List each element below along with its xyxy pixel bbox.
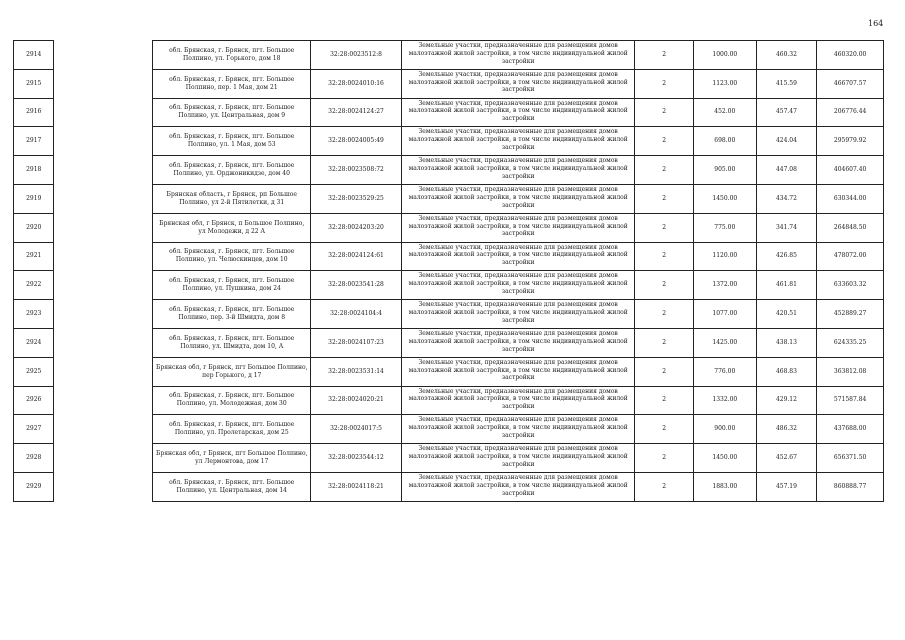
table-row	[14, 41, 884, 70]
group-cell: 2	[635, 41, 694, 70]
specific-value-cell: 461.81	[756, 271, 817, 300]
specific-value-cell: 429.12	[756, 386, 817, 415]
cadastral-number-cell: 32:28:0024104:4	[311, 300, 402, 329]
land-purpose-cell: Земельные участки, предназначенные для размещения домов малоэтажной жилой застройки, в том числе индивидуальной жилой застройки	[401, 184, 634, 213]
cadastral-number-cell: 32:28:0023544:12	[311, 444, 402, 473]
spacer-cell	[54, 271, 153, 300]
cadastral-number-cell: 32:28:0023531:14	[311, 357, 402, 386]
area-cell: 1332.00	[693, 386, 756, 415]
group-cell: 2	[635, 271, 694, 300]
row-number-cell: 2919	[14, 184, 54, 213]
cadastral-value-cell: 633603.32	[817, 271, 884, 300]
table-row	[14, 444, 884, 473]
land-purpose-cell: Земельные участки, предназначенные для размещения домов малоэтажной жилой застройки, в том числе индивидуальной жилой застройки	[401, 127, 634, 156]
specific-value-cell: 438.13	[756, 328, 817, 357]
land-purpose-cell: Земельные участки, предназначенные для размещения домов малоэтажной жилой застройки, в том числе индивидуальной жилой застройки	[401, 300, 634, 329]
area-cell: 776.00	[693, 357, 756, 386]
land-purpose-cell: Земельные участки, предназначенные для размещения домов малоэтажной жилой застройки, в том числе индивидуальной жилой застройки	[401, 98, 634, 127]
spacer-cell	[54, 242, 153, 271]
cadastral-number-cell: 32:28:0023512:8	[311, 41, 402, 70]
cadastral-value-cell: 571587.84	[817, 386, 884, 415]
cadastral-number-cell: 32:28:0023529:25	[311, 184, 402, 213]
address-cell: обл. Брянская, г. Брянск, пгт. Большое Полпино, ул. Пушкина, дом 24	[153, 271, 311, 300]
row-number-cell: 2915	[14, 69, 54, 98]
specific-value-cell: 426.85	[756, 242, 817, 271]
address-cell: обл. Брянская, г. Брянск, пгт. Большое Полпино, ул. Челюскинцев, дом 10	[153, 242, 311, 271]
spacer-cell	[54, 156, 153, 185]
table-row	[14, 328, 884, 357]
row-number-cell: 2916	[14, 98, 54, 127]
spacer-cell	[54, 444, 153, 473]
page-number: 164	[868, 19, 884, 28]
specific-value-cell: 486.32	[756, 415, 817, 444]
spacer-cell	[54, 300, 153, 329]
cadastral-value-cell: 437688.00	[817, 415, 884, 444]
cadastral-value-cell: 206776.44	[817, 98, 884, 127]
row-number-cell: 2925	[14, 357, 54, 386]
specific-value-cell: 447.08	[756, 156, 817, 185]
row-number-cell: 2918	[14, 156, 54, 185]
cadastral-value-cell: 452889.27	[817, 300, 884, 329]
specific-value-cell: 457.47	[756, 98, 817, 127]
area-cell: 775.00	[693, 213, 756, 242]
land-purpose-cell: Земельные участки, предназначенные для размещения домов малоэтажной жилой застройки, в том числе индивидуальной жилой застройки	[401, 213, 634, 242]
group-cell: 2	[635, 98, 694, 127]
spacer-cell	[54, 386, 153, 415]
row-number-cell: 2920	[14, 213, 54, 242]
land-purpose-cell: Земельные участки, предназначенные для размещения домов малоэтажной жилой застройки, в том числе индивидуальной жилой застройки	[401, 69, 634, 98]
table-row	[14, 271, 884, 300]
cadastral-number-cell: 32:28:0024118:21	[311, 472, 402, 501]
land-purpose-cell: Земельные участки, предназначенные для размещения домов малоэтажной жилой застройки, в том числе индивидуальной жилой застройки	[401, 328, 634, 357]
cadastral-number-cell: 32:28:0024124:27	[311, 98, 402, 127]
table-row	[14, 127, 884, 156]
spacer-cell	[54, 472, 153, 501]
cadastral-value-cell: 656371.50	[817, 444, 884, 473]
row-number-cell: 2924	[14, 328, 54, 357]
table-row	[14, 386, 884, 415]
cadastral-value-cell: 363812.08	[817, 357, 884, 386]
table-row	[14, 357, 884, 386]
land-purpose-cell: Земельные участки, предназначенные для размещения домов малоэтажной жилой застройки, в том числе индивидуальной жилой застройки	[401, 444, 634, 473]
area-cell: 1123.00	[693, 69, 756, 98]
specific-value-cell: 420.51	[756, 300, 817, 329]
group-cell: 2	[635, 242, 694, 271]
cadastral-number-cell: 32:28:0023508:72	[311, 156, 402, 185]
specific-value-cell: 457.19	[756, 472, 817, 501]
land-purpose-cell: Земельные участки, предназначенные для размещения домов малоэтажной жилой застройки, в том числе индивидуальной жилой застройки	[401, 472, 634, 501]
address-cell: обл. Брянская, г. Брянск, пгт. Большое Полпино, ул. 1 Мая, дом 53	[153, 127, 311, 156]
address-cell: Брянская область, г Брянск, рп Большое Полпино, ул 2-й Пятилетки, д 31	[153, 184, 311, 213]
area-cell: 1450.00	[693, 444, 756, 473]
specific-value-cell: 341.74	[756, 213, 817, 242]
address-cell: обл. Брянская, г. Брянск, пгт. Большое Полпино, пер. 1 Мая, дом 21	[153, 69, 311, 98]
cadastral-number-cell: 32:28:0023541:28	[311, 271, 402, 300]
address-cell: обл. Брянская, г. Брянск, пгт. Большое Полпино, ул. Шмидта, дом 10, А	[153, 328, 311, 357]
spacer-cell	[54, 127, 153, 156]
land-purpose-cell: Земельные участки, предназначенные для размещения домов малоэтажной жилой застройки, в том числе индивидуальной жилой застройки	[401, 357, 634, 386]
group-cell: 2	[635, 415, 694, 444]
table-row	[14, 415, 884, 444]
land-purpose-cell: Земельные участки, предназначенные для размещения домов малоэтажной жилой застройки, в том числе индивидуальной жилой застройки	[401, 415, 634, 444]
area-cell: 1120.00	[693, 242, 756, 271]
land-purpose-cell: Земельные участки, предназначенные для размещения домов малоэтажной жилой застройки, в том числе индивидуальной жилой застройки	[401, 242, 634, 271]
table-row	[14, 69, 884, 98]
row-number-cell: 2922	[14, 271, 54, 300]
row-number-cell: 2917	[14, 127, 54, 156]
address-cell: обл. Брянская, г. Брянск, пгт. Большое Полпино, ул. Пролетарская, дом 25	[153, 415, 311, 444]
group-cell: 2	[635, 472, 694, 501]
area-cell: 1425.00	[693, 328, 756, 357]
group-cell: 2	[635, 69, 694, 98]
cadastral-number-cell: 32:28:0024005:49	[311, 127, 402, 156]
cadastral-value-cell: 466707.57	[817, 69, 884, 98]
spacer-cell	[54, 328, 153, 357]
address-cell: Брянская обл, г Брянск, пгт Большое Полпино, ул Лермонтова, дом 17	[153, 444, 311, 473]
address-cell: обл. Брянская, г. Брянск, пгт. Большое Полпино, ул. Центральная, дом 9	[153, 98, 311, 127]
spacer-cell	[54, 213, 153, 242]
cadastral-number-cell: 32:28:0024010:16	[311, 69, 402, 98]
cadastral-value-cell: 630344.00	[817, 184, 884, 213]
cadastral-value-cell: 478072.00	[817, 242, 884, 271]
table-row	[14, 213, 884, 242]
row-number-cell: 2923	[14, 300, 54, 329]
land-purpose-cell: Земельные участки, предназначенные для размещения домов малоэтажной жилой застройки, в том числе индивидуальной жилой застройки	[401, 156, 634, 185]
group-cell: 2	[635, 213, 694, 242]
cadastral-value-cell: 624335.25	[817, 328, 884, 357]
area-cell: 1077.00	[693, 300, 756, 329]
specific-value-cell: 468.83	[756, 357, 817, 386]
row-number-cell: 2926	[14, 386, 54, 415]
cadastral-value-cell: 404607.40	[817, 156, 884, 185]
table-row	[14, 156, 884, 185]
specific-value-cell: 424.04	[756, 127, 817, 156]
row-number-cell: 2927	[14, 415, 54, 444]
group-cell: 2	[635, 156, 694, 185]
spacer-cell	[54, 357, 153, 386]
spacer-cell	[54, 69, 153, 98]
table-row	[14, 242, 884, 271]
group-cell: 2	[635, 444, 694, 473]
row-number-cell: 2928	[14, 444, 54, 473]
spacer-cell	[54, 98, 153, 127]
address-cell: обл. Брянская, г. Брянск, пгт. Большое Полпино, ул. Центральная, дом 14	[153, 472, 311, 501]
specific-value-cell: 415.59	[756, 69, 817, 98]
cadastral-value-table	[13, 40, 884, 502]
area-cell: 900.00	[693, 415, 756, 444]
area-cell: 698.00	[693, 127, 756, 156]
area-cell: 1883.00	[693, 472, 756, 501]
cadastral-number-cell: 32:28:0024124:61	[311, 242, 402, 271]
table-row	[14, 300, 884, 329]
cadastral-number-cell: 32:28:0024020:21	[311, 386, 402, 415]
table-row	[14, 472, 884, 501]
specific-value-cell: 460.32	[756, 41, 817, 70]
row-number-cell: 2914	[14, 41, 54, 70]
spacer-cell	[54, 41, 153, 70]
cadastral-value-cell: 295979.92	[817, 127, 884, 156]
address-cell: обл. Брянская, г. Брянск, пгт. Большое Полпино, пер. 3-й Шмидта, дом 8	[153, 300, 311, 329]
table-body	[14, 41, 884, 502]
address-cell: обл. Брянская, г. Брянск, пгт. Большое Полпино, ул. Молодежная, дом 30	[153, 386, 311, 415]
specific-value-cell: 452.67	[756, 444, 817, 473]
group-cell: 2	[635, 127, 694, 156]
group-cell: 2	[635, 328, 694, 357]
address-cell: обл. Брянская, г. Брянск, пгт. Большое Полпино, ул. Горького, дом 18	[153, 41, 311, 70]
address-cell: Брянская обл, г Брянск, п Большое Полпино, ул Молодежи, д 22 А	[153, 213, 311, 242]
cadastral-value-cell: 264848.50	[817, 213, 884, 242]
area-cell: 1372.00	[693, 271, 756, 300]
group-cell: 2	[635, 357, 694, 386]
spacer-cell	[54, 184, 153, 213]
group-cell: 2	[635, 300, 694, 329]
cadastral-number-cell: 32:28:0024017:5	[311, 415, 402, 444]
cadastral-number-cell: 32:28:0024203:20	[311, 213, 402, 242]
address-cell: обл. Брянская, г. Брянск, пгт. Большое Полпино, ул. Орджоникидзе, дом 40	[153, 156, 311, 185]
land-purpose-cell: Земельные участки, предназначенные для размещения домов малоэтажной жилой застройки, в том числе индивидуальной жилой застройки	[401, 386, 634, 415]
land-purpose-cell: Земельные участки, предназначенные для размещения домов малоэтажной жилой застройки, в том числе индивидуальной жилой застройки	[401, 41, 634, 70]
table-row	[14, 184, 884, 213]
land-purpose-cell: Земельные участки, предназначенные для размещения домов малоэтажной жилой застройки, в том числе индивидуальной жилой застройки	[401, 271, 634, 300]
row-number-cell: 2921	[14, 242, 54, 271]
area-cell: 1000.00	[693, 41, 756, 70]
address-cell: Брянская обл, г Брянск, пгт Большое Полпино, пер Горького, д 17	[153, 357, 311, 386]
spacer-cell	[54, 415, 153, 444]
group-cell: 2	[635, 184, 694, 213]
row-number-cell: 2929	[14, 472, 54, 501]
area-cell: 1450.00	[693, 184, 756, 213]
area-cell: 905.00	[693, 156, 756, 185]
cadastral-value-cell: 460320.00	[817, 41, 884, 70]
cadastral-number-cell: 32:28:0024107:23	[311, 328, 402, 357]
cadastral-value-cell: 860888.77	[817, 472, 884, 501]
table-row	[14, 98, 884, 127]
specific-value-cell: 434.72	[756, 184, 817, 213]
area-cell: 452.00	[693, 98, 756, 127]
group-cell: 2	[635, 386, 694, 415]
